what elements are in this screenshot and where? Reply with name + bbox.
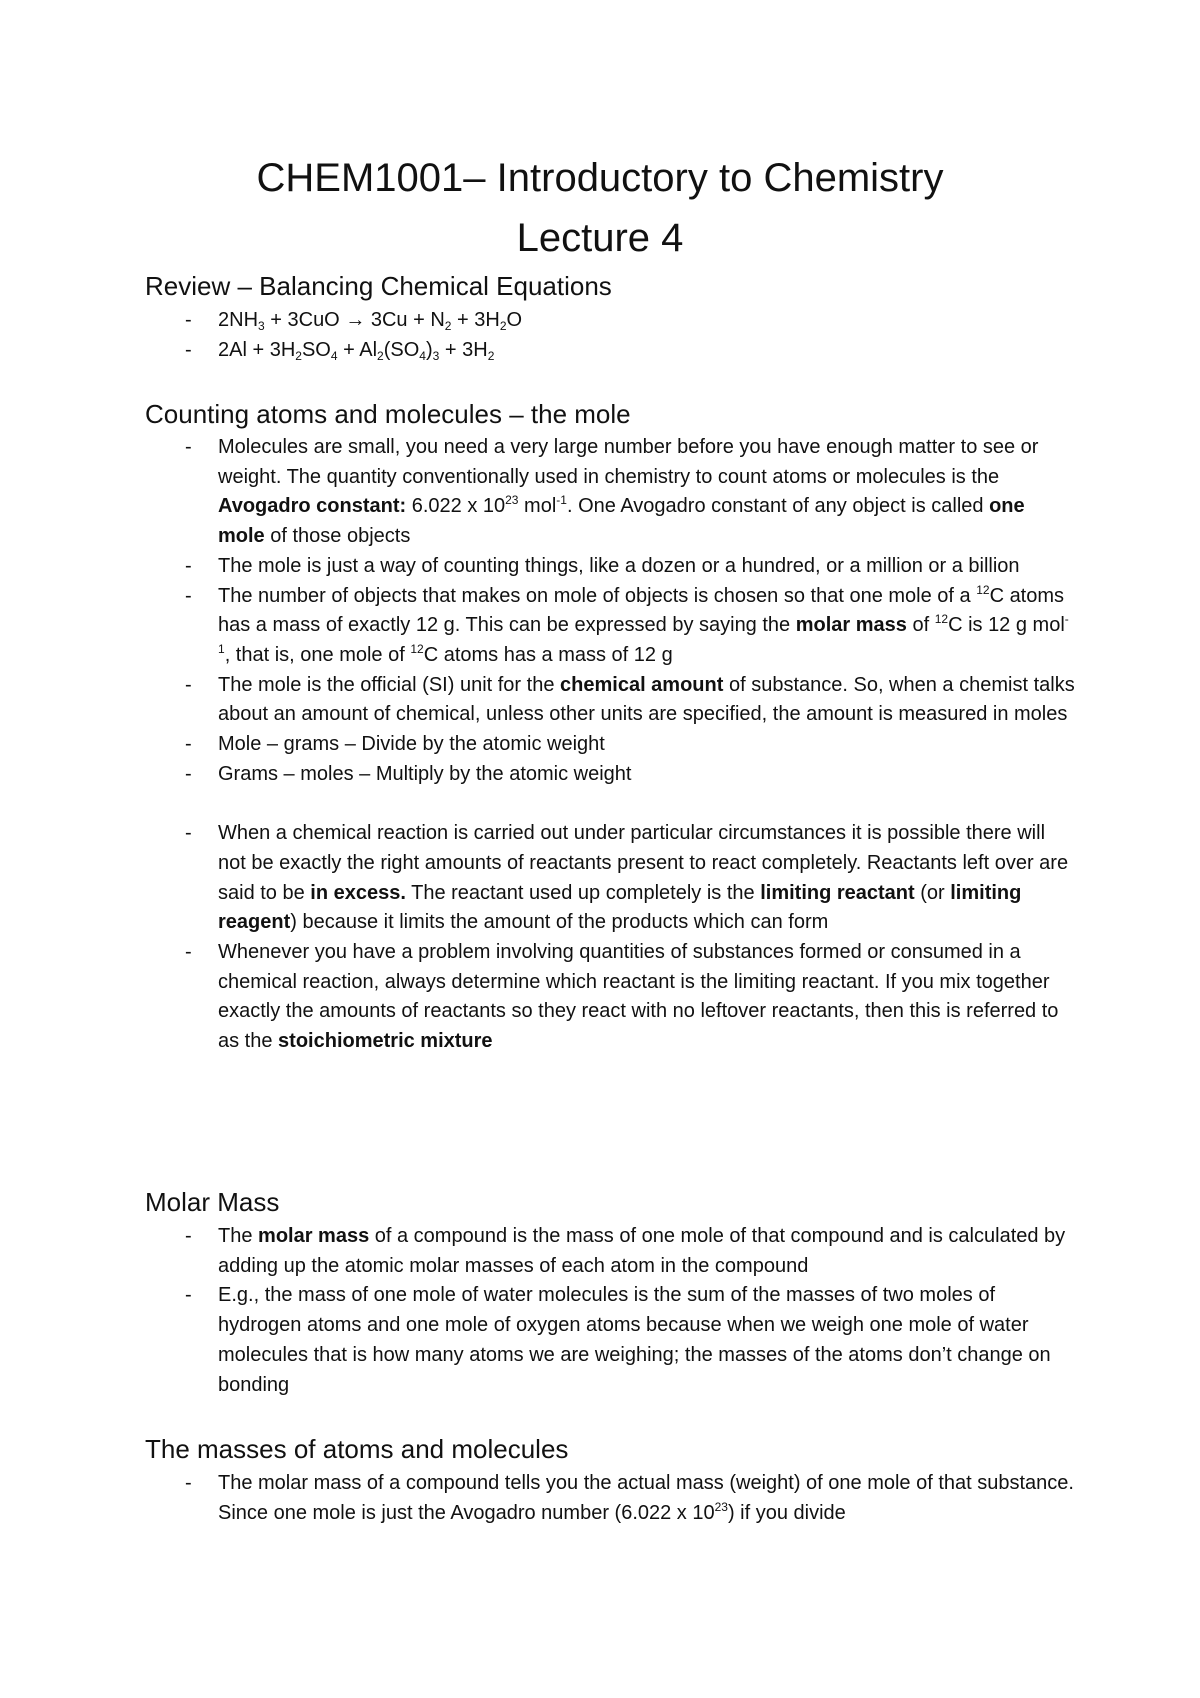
masses-bullet-list bbox=[185, 1469, 1075, 1528]
section-heading-masses: The masses of atoms and molecules bbox=[145, 1434, 569, 1464]
section-heading-review: Review – Balancing Chemical Equations bbox=[145, 271, 612, 301]
list-item: - Whenever you have a problem involving quantities of substances formed or consumed in a chemical reaction, always determine which reactant is the limiting reactant. If you mix together exactly the amounts of reactants so they react with no leftover reactants, then this is referred to as the stoichiometric mixture bbox=[185, 938, 1075, 1057]
molar-mass-bullet-list bbox=[185, 1222, 1075, 1400]
lecture-subtitle: Lecture 4 bbox=[516, 216, 684, 260]
list-item: - The molar mass of a compound is the mass of one mole of that compound and is calculated by adding up the atomic molar masses of each atom in the compound bbox=[185, 1222, 1075, 1281]
list-item: - E.g., the mass of one mole of water molecules is the sum of the masses of two moles of hydrogen atoms and one mole of oxygen atoms because when we weigh one mole of water molecules that is how many atoms we are weighing; the masses of the atoms don’t change on bonding bbox=[185, 1281, 1075, 1400]
equation-2: - $2Al + 3H_2SO_4 + Al_2(SO_4)_3 + 3H_2$ bbox=[185, 336, 1075, 366]
list-item: - Grams – moles – Multiply by the atomic weight bbox=[185, 760, 1075, 790]
equation-1: - $2NH_3 + 3CuO \to 3Cu + N_2 + 3H_2O$ bbox=[185, 306, 1075, 336]
section-heading-molar-mass: Molar Mass bbox=[145, 1187, 280, 1217]
list-item: - The mole is the official (SI) unit for the chemical amount of substance. So, when a chemist talks about an amount of chemical, unless other units are specified, the amount is measured in moles bbox=[185, 671, 1075, 730]
review-equations-list bbox=[185, 306, 1075, 365]
list-item: - The molar mass of a compound tells you the actual mass (weight) of one mole of that substance. Since one mole is just the Avogadro number (6.022 x $10^{23}$) if you divide bbox=[185, 1469, 1075, 1528]
list-item: - Mole – grams – Divide by the atomic weight bbox=[185, 730, 1075, 760]
list-item: - When a chemical reaction is carried out under particular circumstances it is possible there will not be exactly the right amounts of reactants present to react completely. Reactants left over are said to be in excess. The reactant used up completely is the limiting reactant (or limiting reagent) because it limits the amount of the products which can form bbox=[185, 819, 1075, 938]
section-heading-mole: Counting atoms and molecules – the mole bbox=[145, 399, 631, 429]
list-item: - The mole is just a way of counting things, like a dozen or a hundred, or a million or a billion bbox=[185, 552, 1075, 582]
arrow-icon: → bbox=[345, 309, 366, 331]
list-item: - The number of objects that makes on mole of objects is chosen so that one mole of a $^{12}$C atoms has a mass of exactly 12 g. This can be expressed by saying the molar mass of $^{12}$C is 12 g mol$^{-1}$, that is, one mole of $^{12}$C atoms has a mass of 12 g bbox=[185, 582, 1075, 671]
list-item: - Molecules are small, you need a very large number before you have enough matter to see or weight. The quantity conventionally used in chemistry to count atoms or molecules is the Avogadro constant: 6.022 x $10^{23}$ mol$^{-1}$. One Avogadro constant of any object is called one mole of those objects bbox=[185, 433, 1075, 552]
mole-bullet-list bbox=[185, 433, 1075, 1057]
document-title: CHEM1001– Introductory to Chemistry bbox=[256, 156, 944, 200]
